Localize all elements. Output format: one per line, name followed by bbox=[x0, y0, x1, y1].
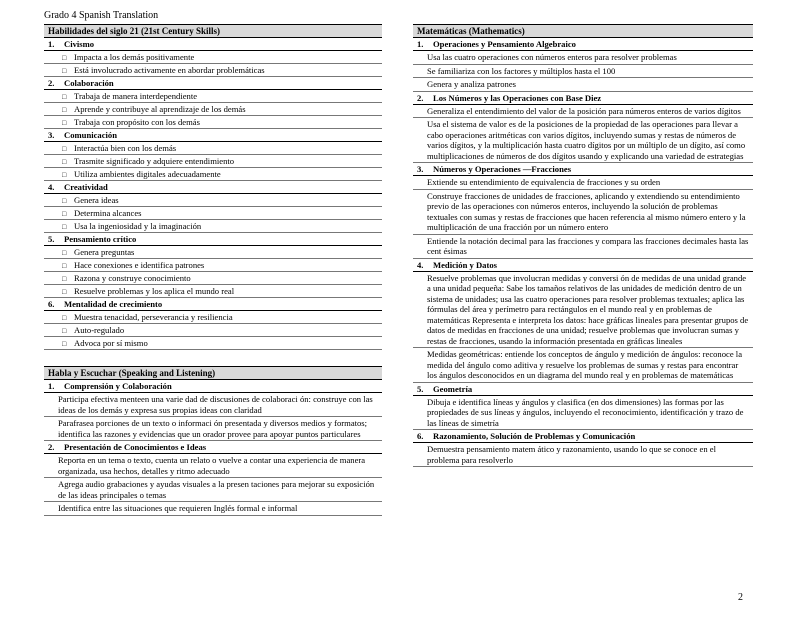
section-number: 3. bbox=[417, 164, 424, 174]
bullet-icon: □ bbox=[62, 93, 67, 101]
bullet-icon: □ bbox=[62, 106, 67, 114]
section-number: 1. bbox=[48, 39, 55, 49]
bullet-icon: □ bbox=[62, 288, 67, 296]
list-item bbox=[44, 142, 382, 155]
standard-text: Usa el sistema de valor es de la posiciones de la propiedad de las operaciones para llevar a cabo operaciones aritméticas con varios dígitos, incluyendo sumas y restas de números de varios dígitos, y la multiplicación hasta cuatro dígitos por un múltiplo de un dígito, así como multiplicaciones de números de dos dígitos usando y explicando una variedad de estrategias bbox=[413, 118, 753, 163]
list-item-text: Está involucrado activamente en abordar problemáticas bbox=[74, 65, 265, 75]
standard-text: Se familiariza con los factores y múltiplos hasta el 100 bbox=[413, 65, 753, 79]
bullet-icon: □ bbox=[62, 275, 67, 283]
standard-text: Demuestra pensamiento matem ático y razonamiento, usando lo que se conoce en el problema para resolverlo bbox=[413, 443, 753, 467]
section-title: Geometría bbox=[433, 383, 473, 394]
section-heading bbox=[44, 441, 382, 454]
section-title: Los Números y las Operaciones con Base Diez bbox=[433, 92, 602, 103]
list-item bbox=[44, 155, 382, 168]
section-title: Colaboración bbox=[64, 78, 114, 88]
section-heading bbox=[413, 259, 753, 272]
section-title: Pensamiento crítico bbox=[64, 234, 137, 244]
standard-text: Resuelve problemas que involucran medidas y conversi ón de medidas de una unidad grande a una unidad pequeña: Sabe los tamaños relativos de las unidades de medición dentro de un sistema de unidades; usa las cuatro operaciones para resolver problemas textuales; aplica las fórmulas del área y perímetro para rectángulos en el mundo real y en problemas de matemáticas Representa e interpreta los datos: hace gráficas lineales para presentar grupos de datos de medidas en fracciones de una unidad; resuelve problemas que involucran sumas y restas de fracciones, usando la información presentada en gráficas lineales bbox=[413, 272, 753, 349]
list-item-text: Aprende y contribuye al aprendizaje de los demás bbox=[74, 104, 246, 114]
bullet-icon: □ bbox=[62, 262, 67, 270]
standard-text: Construye fracciones de unidades de fracciones, aplicando y extendiendo su entendimiento previo de las operaciones con números enteros, incluyendo la solución de problemas textuales con sumas y restas de fracciones que hacen referencia al mismo número entero y la multiplicación de una fracción por un número entero bbox=[413, 190, 753, 235]
section-title: Comunicación bbox=[64, 130, 117, 140]
section-title: Creatividad bbox=[64, 182, 108, 192]
list-item-text: Razona y construye conocimiento bbox=[74, 273, 191, 283]
skills-header: Habilidades del siglo 21 (21st Century Skills) bbox=[44, 24, 382, 38]
list-item-text: Hace conexiones e identifica patrones bbox=[74, 260, 205, 270]
list-item bbox=[44, 272, 382, 285]
bullet-icon: □ bbox=[62, 197, 67, 205]
list-item bbox=[44, 207, 382, 220]
bullet-icon: □ bbox=[62, 158, 67, 166]
section-number: 5. bbox=[48, 234, 55, 244]
list-item bbox=[44, 90, 382, 103]
bullet-icon: □ bbox=[62, 314, 67, 322]
standard-text: Participa efectiva menteen una varie dad de discusiones de colaboraci ón: construye con las ideas de los demás y expresa sus propias ideas con claridad bbox=[44, 393, 382, 417]
section-heading bbox=[413, 383, 753, 396]
list-item-text: Usa la ingeniosidad y la imaginación bbox=[74, 221, 202, 231]
bullet-icon: □ bbox=[62, 223, 67, 231]
section-title: Mentalidad de crecimiento bbox=[64, 299, 163, 309]
speaking-listening-sections bbox=[44, 380, 382, 516]
list-item-text: Muestra tenacidad, perseverancia y resiliencia bbox=[74, 312, 233, 322]
right-column bbox=[413, 24, 753, 467]
section-heading bbox=[44, 77, 382, 90]
section-number: 4. bbox=[48, 182, 55, 192]
standard-text: Genera y analiza patrones bbox=[413, 78, 753, 92]
document-title: Grado 4 Spanish Translation bbox=[44, 10, 159, 21]
section-number: 1. bbox=[417, 39, 424, 49]
section-heading bbox=[413, 163, 753, 176]
section-heading bbox=[44, 298, 382, 311]
section-heading bbox=[44, 233, 382, 246]
list-item bbox=[44, 337, 382, 350]
standard-text: Reporta en un tema o texto, cuenta un relato o vuelve a contar una experiencia de manera organizada, usa hechos, detalles y ritmo adecuado bbox=[44, 454, 382, 478]
standard-text: Dibuja e identifica líneas y ángulos y clasifica (en dos dimensiones) las formas por las propiedades de sus líneas y ángulos, incluyendo el reconocimiento, identificación y trazo de las líneas de simetría bbox=[413, 396, 753, 431]
list-item bbox=[44, 259, 382, 272]
list-item bbox=[44, 246, 382, 259]
list-item-text: Resuelve problemas y los aplica el mundo real bbox=[74, 286, 235, 296]
standard-text: Generaliza el entendimiento del valor de la posición para números enteros de varios dígitos bbox=[413, 105, 753, 119]
list-item-text: Genera ideas bbox=[74, 195, 119, 205]
section-title: Civismo bbox=[64, 39, 95, 49]
list-item-text: Advoca por sí mismo bbox=[74, 338, 148, 348]
bullet-icon: □ bbox=[62, 54, 67, 62]
standard-text: Usa las cuatro operaciones con números enteros para resolver problemas bbox=[413, 51, 753, 65]
section-title: Operaciones y Pensamiento Algebraico bbox=[433, 39, 576, 49]
list-item bbox=[44, 168, 382, 181]
standard-text: Agrega audio grabaciones y ayudas visuales a la presen taciones para mejorar su exposición de las ideas principales o temas bbox=[44, 478, 382, 502]
standard-text: Identifica entre las situaciones que requieren Inglés formal e informal bbox=[44, 502, 382, 516]
bullet-icon: □ bbox=[62, 119, 67, 127]
list-item-text: Determina alcances bbox=[74, 208, 142, 218]
section-heading bbox=[413, 92, 753, 105]
section-number: 2. bbox=[48, 78, 55, 88]
section-title: Medición y Datos bbox=[433, 259, 497, 270]
skills-sections bbox=[44, 38, 382, 350]
section-number: 1. bbox=[48, 381, 55, 391]
section-title: Números y Operaciones —Fracciones bbox=[433, 164, 572, 174]
list-item bbox=[44, 311, 382, 324]
section-number: 3. bbox=[48, 130, 55, 140]
standard-text: Medidas geométricas: entiende los conceptos de ángulo y medición de ángulos: reconoce la medida del ángulo como aditiva y resuelve los problemas de sumas y restas para encontrar los ángulos desconocidos en un diagrama del mundo real y en problemas de matemáticas bbox=[413, 348, 753, 383]
list-item bbox=[44, 116, 382, 129]
standard-text: Extiende su entendimiento de equivalencia de fracciones y su orden bbox=[413, 176, 753, 190]
list-item-text: Utiliza ambientes digitales adecuadamente bbox=[74, 169, 221, 179]
list-item-text: Genera preguntas bbox=[74, 247, 135, 257]
section-heading bbox=[413, 430, 753, 443]
left-column bbox=[44, 24, 382, 516]
math-sections bbox=[413, 38, 753, 467]
section-number: 2. bbox=[48, 442, 55, 452]
section-title: Comprensión y Colaboración bbox=[64, 381, 172, 391]
bullet-icon: □ bbox=[62, 210, 67, 218]
list-item bbox=[44, 51, 382, 64]
standard-text: Entiende la notación decimal para las fracciones y compara las fracciones decimales hasta las cent ésimas bbox=[413, 235, 753, 259]
section-title: Razonamiento, Solución de Problemas y Comunicación bbox=[433, 431, 636, 441]
list-item-text: Interactúa bien con los demás bbox=[74, 143, 177, 153]
section-heading bbox=[44, 181, 382, 194]
section-title: Presentación de Conocimientos e Ideas bbox=[64, 442, 207, 452]
list-item-text: Auto-regulado bbox=[74, 325, 125, 335]
list-item-text: Trabaja de manera interdependiente bbox=[74, 91, 198, 101]
list-item bbox=[44, 220, 382, 233]
bullet-icon: □ bbox=[62, 145, 67, 153]
speaking-listening-header: Habla y Escuchar (Speaking and Listening) bbox=[44, 366, 382, 380]
math-header: Matemáticas (Mathematics) bbox=[413, 24, 753, 38]
bullet-icon: □ bbox=[62, 67, 67, 75]
section-heading bbox=[44, 129, 382, 142]
page-number: 2 bbox=[738, 592, 743, 603]
list-item bbox=[44, 64, 382, 77]
list-item-text: Impacta a los demás positivamente bbox=[74, 52, 195, 62]
section-number: 6. bbox=[48, 299, 55, 309]
section-number: 4. bbox=[417, 259, 424, 270]
section-heading bbox=[44, 38, 382, 51]
section-number: 2. bbox=[417, 92, 424, 103]
bullet-icon: □ bbox=[62, 340, 67, 348]
list-item bbox=[44, 194, 382, 207]
list-item bbox=[44, 103, 382, 116]
standard-text: Parafrasea porciones de un texto o informaci ón presentada y diversos medios y formatos; identifica las razones y evidencias que un orador provee para apoyar puntos particulares bbox=[44, 417, 382, 441]
section-heading bbox=[44, 380, 382, 393]
section-number: 6. bbox=[417, 431, 424, 441]
list-item bbox=[44, 285, 382, 298]
bullet-icon: □ bbox=[62, 249, 67, 257]
section-heading bbox=[413, 38, 753, 51]
list-item-text: Trasmite significado y adquiere entendimiento bbox=[74, 156, 235, 166]
section-number: 5. bbox=[417, 383, 424, 394]
list-item-text: Trabaja con propósito con los demás bbox=[74, 117, 200, 127]
list-item bbox=[44, 324, 382, 337]
bullet-icon: □ bbox=[62, 171, 67, 179]
bullet-icon: □ bbox=[62, 327, 67, 335]
